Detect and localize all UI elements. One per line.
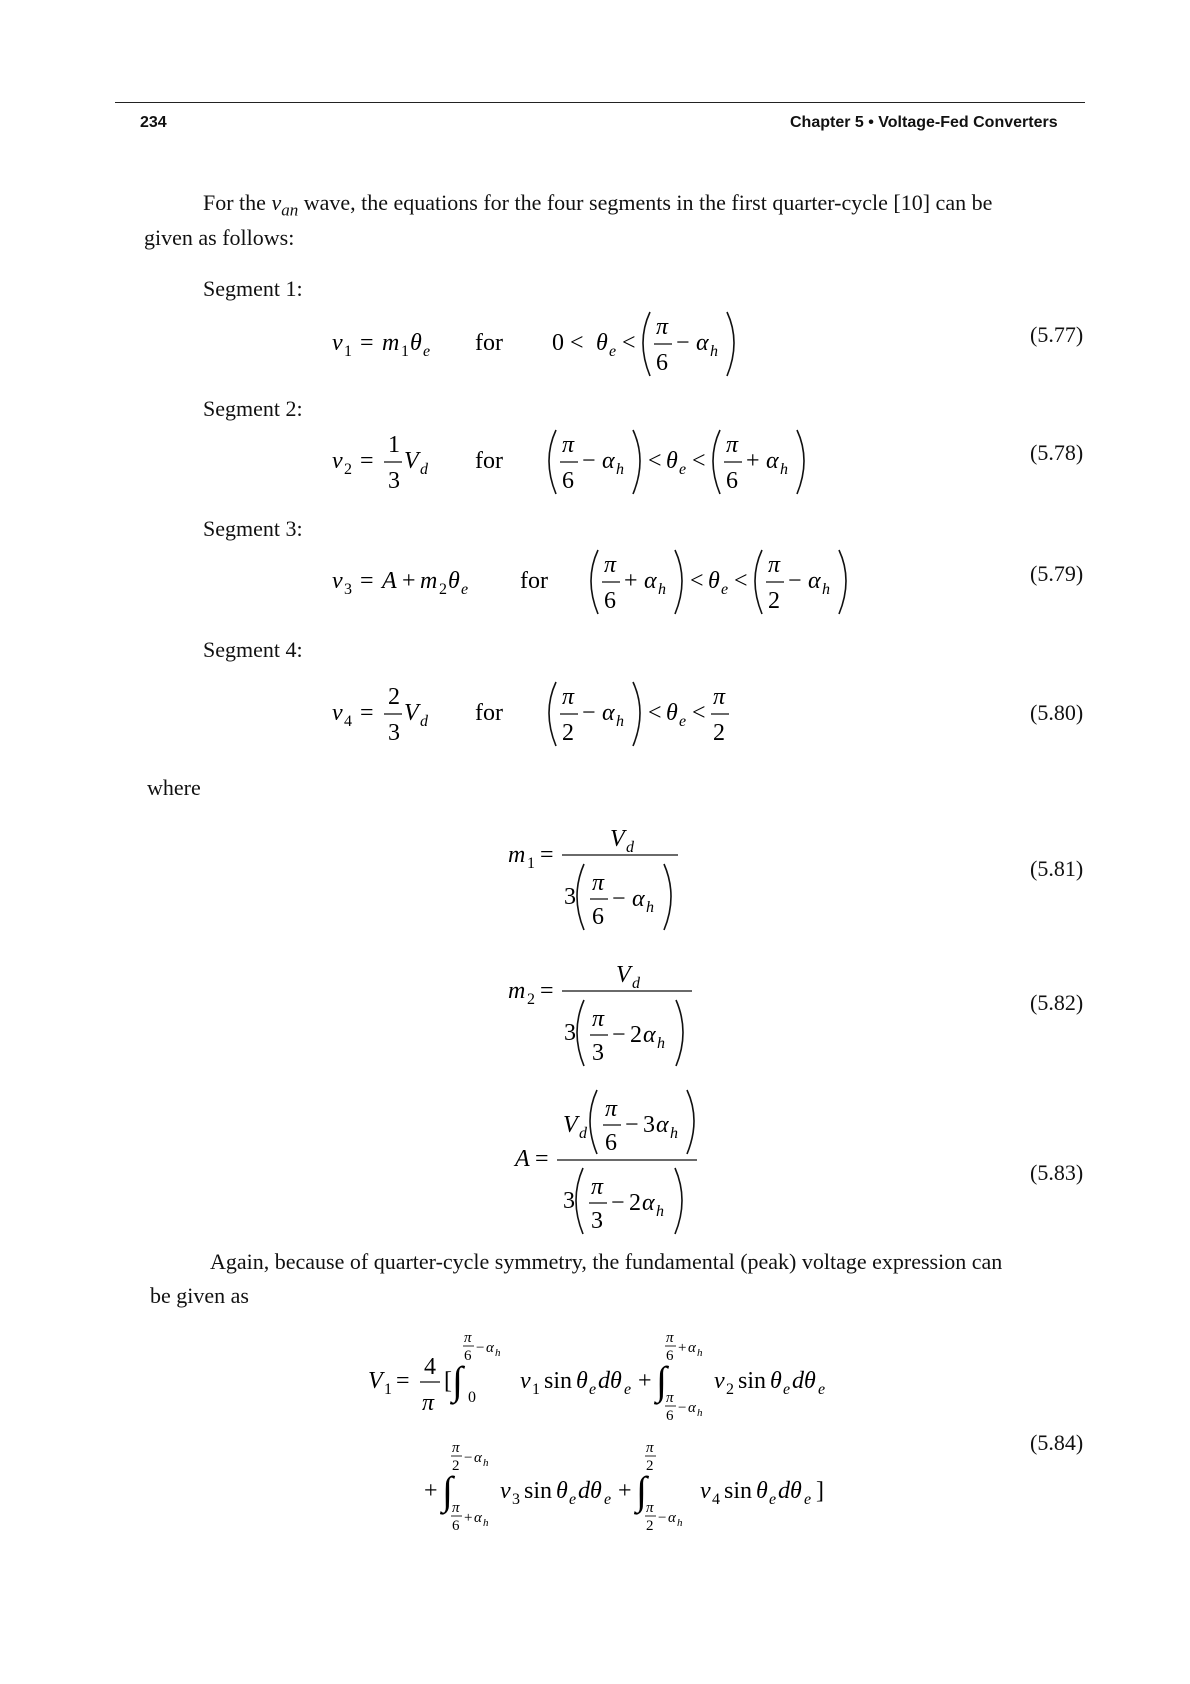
svg-text:π: π [726, 432, 739, 458]
svg-text:π: π [605, 1096, 618, 1122]
svg-text:3: 3 [564, 1020, 576, 1046]
svg-text:e: e [769, 1491, 777, 1508]
svg-text:d: d [626, 839, 634, 856]
svg-text:3: 3 [592, 1040, 604, 1066]
closing-line-1: Again, because of quarter-cycle symmetry, the fundamental (peak) voltage expression can [210, 1249, 1003, 1274]
svg-text:=: = [396, 1368, 410, 1394]
svg-text:π: π [452, 1440, 460, 1456]
svg-text:d: d [579, 1125, 587, 1142]
svg-text:0: 0 [468, 1389, 476, 1406]
svg-text:−: − [678, 1400, 687, 1416]
svg-text:+: + [402, 568, 416, 594]
segment-4-label: Segment 4: [203, 637, 303, 662]
svg-text:π: π [452, 1500, 460, 1516]
svg-text:h: h [780, 461, 788, 478]
svg-text:π: π [562, 684, 575, 710]
svg-text:θ: θ [666, 448, 678, 474]
svg-text:α: α [696, 330, 709, 356]
svg-text:−: − [476, 1340, 485, 1356]
svg-text:h: h [710, 343, 718, 360]
page-number: 234 [140, 114, 167, 131]
where-label: where [147, 775, 201, 800]
svg-text:e: e [589, 1381, 597, 1398]
svg-text:6: 6 [452, 1518, 460, 1534]
svg-text:<: < [648, 700, 662, 726]
svg-text:h: h [657, 1035, 665, 1052]
svg-text:for: for [475, 448, 503, 474]
svg-text:m: m [382, 330, 400, 356]
svg-text:−: − [788, 568, 802, 594]
svg-text:+: + [678, 1340, 687, 1356]
equation-number-5-83: (5.83) [1030, 1160, 1084, 1185]
equation-5-82 [500, 946, 710, 1076]
segment-1-label: Segment 1: [203, 276, 303, 301]
svg-text:−: − [612, 886, 626, 912]
svg-text:2: 2 [439, 581, 447, 598]
svg-text:α: α [668, 1510, 676, 1526]
svg-text:2: 2 [630, 1022, 642, 1048]
svg-text:1: 1 [532, 1381, 540, 1398]
svg-text:h: h [658, 581, 666, 598]
svg-text:sin: sin [544, 1368, 573, 1394]
svg-text:θ: θ [666, 700, 678, 726]
svg-text:2: 2 [344, 461, 352, 478]
svg-text:θ: θ [708, 568, 720, 594]
svg-text:−: − [464, 1450, 473, 1466]
svg-text:e: e [569, 1491, 577, 1508]
svg-text:α: α [766, 448, 779, 474]
svg-text:α: α [642, 1190, 655, 1216]
svg-text:1: 1 [388, 432, 400, 458]
svg-text:+: + [424, 1478, 438, 1504]
svg-text:∫: ∫ [656, 1358, 667, 1403]
svg-text:2: 2 [452, 1458, 460, 1474]
svg-text:3: 3 [591, 1208, 603, 1234]
svg-text:+: + [618, 1478, 632, 1504]
svg-text:π: π [562, 432, 575, 458]
svg-text:3: 3 [563, 1188, 575, 1214]
closing-line-2: be given as [150, 1283, 249, 1308]
svg-text:v: v [520, 1368, 531, 1394]
svg-text:v: v [332, 330, 343, 356]
svg-text:=: = [540, 842, 554, 868]
equation-5-84-line-2 [420, 1440, 840, 1540]
chapter-title: Chapter 5 • Voltage-Fed Converters [790, 114, 1058, 131]
svg-text:dθ: dθ [578, 1478, 602, 1504]
svg-text:2: 2 [646, 1518, 654, 1534]
svg-text:4: 4 [344, 713, 352, 730]
equation-number-5-77: (5.77) [1030, 322, 1084, 347]
svg-text:V: V [610, 826, 625, 852]
svg-text:θ: θ [448, 568, 460, 594]
svg-text:π: π [666, 1330, 674, 1346]
svg-text:e: e [624, 1381, 632, 1398]
svg-text:+: + [464, 1510, 473, 1526]
svg-text:dθ: dθ [778, 1478, 802, 1504]
svg-text:α: α [643, 1022, 656, 1048]
svg-text:3: 3 [512, 1491, 520, 1508]
svg-text:v: v [500, 1478, 511, 1504]
equation-5-78 [330, 418, 850, 508]
svg-text:e: e [423, 343, 431, 360]
svg-text:α: α [656, 1112, 669, 1138]
svg-text:π: π [768, 552, 781, 578]
svg-text:h: h [616, 461, 624, 478]
svg-text:<: < [648, 448, 662, 474]
equation-5-83 [505, 1080, 715, 1240]
svg-text:4: 4 [712, 1491, 720, 1508]
svg-text:]: ] [816, 1478, 824, 1504]
svg-text:π: π [464, 1330, 472, 1346]
svg-text:α: α [688, 1340, 696, 1356]
svg-text:e: e [721, 581, 729, 598]
intro-line-1: For the $v_{an}$ wave, the equations for the four segments in the first quarter-cycle [10] can be [203, 190, 993, 220]
svg-text:d: d [632, 975, 640, 992]
svg-text:V: V [563, 1112, 578, 1138]
svg-text:α: α [474, 1510, 482, 1526]
svg-text:π: π [666, 1390, 674, 1406]
svg-text:v: v [332, 568, 343, 594]
svg-text:h: h [822, 581, 830, 598]
svg-text:6: 6 [604, 588, 616, 614]
svg-text:h: h [670, 1125, 678, 1142]
svg-text:=: = [360, 330, 374, 356]
svg-text:h: h [677, 1517, 683, 1529]
svg-text:=: = [360, 568, 374, 594]
svg-text:2: 2 [388, 684, 400, 710]
svg-text:h: h [656, 1203, 664, 1220]
svg-text:sin: sin [524, 1478, 553, 1504]
svg-text:6: 6 [726, 468, 738, 494]
svg-text:2: 2 [713, 720, 725, 746]
svg-text:h: h [483, 1457, 489, 1469]
svg-text:−: − [611, 1190, 625, 1216]
svg-text:V: V [616, 962, 631, 988]
equation-number-5-82: (5.82) [1030, 990, 1084, 1015]
equation-number-5-80: (5.80) [1030, 700, 1084, 725]
svg-text:π: π [592, 1006, 605, 1032]
svg-text:d: d [420, 461, 428, 478]
svg-text:h: h [697, 1347, 703, 1359]
svg-text:∫: ∫ [442, 1468, 453, 1513]
svg-text:+: + [638, 1368, 652, 1394]
svg-text:<: < [692, 448, 706, 474]
svg-text:−: − [658, 1510, 667, 1526]
equation-5-80 [330, 670, 790, 760]
svg-text:h: h [483, 1517, 489, 1529]
svg-text:α: α [688, 1400, 696, 1416]
svg-text:π: π [646, 1440, 654, 1456]
svg-text:dθ: dθ [598, 1368, 622, 1394]
svg-text:<: < [690, 568, 704, 594]
svg-text:for: for [475, 330, 503, 356]
svg-text:e: e [679, 461, 687, 478]
svg-text:3: 3 [388, 720, 400, 746]
svg-text:sin: sin [738, 1368, 767, 1394]
svg-text:6: 6 [605, 1130, 617, 1156]
equation-number-5-81: (5.81) [1030, 856, 1084, 881]
svg-text:6: 6 [656, 350, 668, 376]
svg-text:∫: ∫ [452, 1358, 463, 1403]
svg-text:sin: sin [724, 1478, 753, 1504]
svg-text:for: for [475, 700, 503, 726]
svg-text:A: A [382, 568, 397, 594]
svg-text:6: 6 [666, 1348, 674, 1364]
svg-text:V: V [404, 700, 419, 726]
svg-text:−: − [582, 448, 596, 474]
svg-text:6: 6 [592, 904, 604, 930]
svg-text:V: V [404, 448, 419, 474]
equation-number-5-79: (5.79) [1030, 561, 1084, 586]
svg-text:e: e [818, 1381, 826, 1398]
svg-text:1: 1 [384, 1381, 392, 1398]
svg-text:[: [ [444, 1368, 452, 1394]
svg-text:h: h [697, 1407, 703, 1419]
svg-text:θ: θ [756, 1478, 768, 1504]
svg-text:3: 3 [344, 581, 352, 598]
svg-text:d: d [420, 713, 428, 730]
svg-text:π: π [591, 1174, 604, 1200]
svg-text:−: − [676, 330, 690, 356]
svg-text:+: + [746, 448, 760, 474]
svg-text:π: π [713, 684, 726, 710]
svg-text:3: 3 [643, 1112, 655, 1138]
svg-text:h: h [616, 713, 624, 730]
svg-text:α: α [632, 886, 645, 912]
svg-text:=: = [360, 448, 374, 474]
svg-text:A: A [515, 1146, 530, 1172]
svg-text:v: v [700, 1478, 711, 1504]
svg-text:2: 2 [629, 1190, 641, 1216]
svg-text:θ: θ [556, 1478, 568, 1504]
svg-text:for: for [520, 568, 548, 594]
svg-text:θ: θ [576, 1368, 588, 1394]
equation-5-84-line-1 [360, 1330, 890, 1430]
svg-text:α: α [486, 1340, 494, 1356]
segment-3-label: Segment 3: [203, 516, 303, 541]
equation-5-81 [500, 810, 700, 940]
svg-text:2: 2 [768, 588, 780, 614]
svg-text:π: π [604, 552, 617, 578]
svg-text:θ: θ [410, 330, 422, 356]
svg-text:2: 2 [562, 720, 574, 746]
svg-text:=: = [540, 978, 554, 1004]
svg-text:0 <: 0 < [552, 330, 584, 356]
svg-text:+: + [624, 568, 638, 594]
svg-text:1: 1 [527, 855, 535, 872]
svg-text:6: 6 [562, 468, 574, 494]
equation-5-79 [330, 538, 890, 628]
intro-line-2: given as follows: [144, 225, 295, 250]
svg-text:e: e [609, 343, 617, 360]
svg-text:2: 2 [646, 1458, 654, 1474]
svg-text:=: = [535, 1146, 549, 1172]
svg-text:e: e [604, 1491, 612, 1508]
svg-text:α: α [808, 568, 821, 594]
svg-text:2: 2 [527, 991, 535, 1008]
svg-text:1: 1 [344, 343, 352, 360]
svg-text:1: 1 [401, 343, 409, 360]
svg-text:<: < [692, 700, 706, 726]
svg-text:2: 2 [726, 1381, 734, 1398]
svg-text:v: v [332, 700, 343, 726]
svg-text:V: V [368, 1368, 383, 1394]
svg-text:−: − [612, 1022, 626, 1048]
svg-text:θ: θ [770, 1368, 782, 1394]
svg-text:=: = [360, 700, 374, 726]
svg-text:e: e [461, 581, 469, 598]
svg-text:dθ: dθ [792, 1368, 816, 1394]
svg-text:h: h [646, 899, 654, 916]
svg-text:e: e [679, 713, 687, 730]
svg-text:−: − [625, 1112, 639, 1138]
svg-text:π: π [422, 1390, 435, 1416]
svg-text:e: e [783, 1381, 791, 1398]
svg-text:θ: θ [596, 330, 608, 356]
svg-text:m: m [420, 568, 438, 594]
svg-text:π: π [646, 1500, 654, 1516]
svg-text:4: 4 [424, 1354, 436, 1380]
svg-text:<: < [734, 568, 748, 594]
equation-number-5-84: (5.84) [1030, 1430, 1084, 1455]
svg-text:−: − [582, 700, 596, 726]
segment-2-label: Segment 2: [203, 396, 303, 421]
svg-text:v: v [714, 1368, 725, 1394]
svg-text:α: α [474, 1450, 482, 1466]
svg-text:<: < [622, 330, 636, 356]
svg-text:e: e [804, 1491, 812, 1508]
svg-text:m: m [508, 842, 526, 868]
svg-text:m: m [508, 978, 526, 1004]
header-rule [115, 102, 1085, 103]
equation-5-77 [330, 300, 760, 390]
svg-text:π: π [656, 314, 669, 340]
svg-text:3: 3 [388, 468, 400, 494]
svg-text:α: α [644, 568, 657, 594]
svg-text:h: h [495, 1347, 501, 1359]
svg-text:α: α [602, 700, 615, 726]
svg-text:π: π [592, 870, 605, 896]
svg-text:∫: ∫ [636, 1468, 647, 1513]
svg-text:6: 6 [666, 1408, 674, 1424]
svg-text:α: α [602, 448, 615, 474]
equation-number-5-78: (5.78) [1030, 440, 1084, 465]
svg-text:3: 3 [564, 884, 576, 910]
svg-text:v: v [332, 448, 343, 474]
svg-text:6: 6 [464, 1348, 472, 1364]
